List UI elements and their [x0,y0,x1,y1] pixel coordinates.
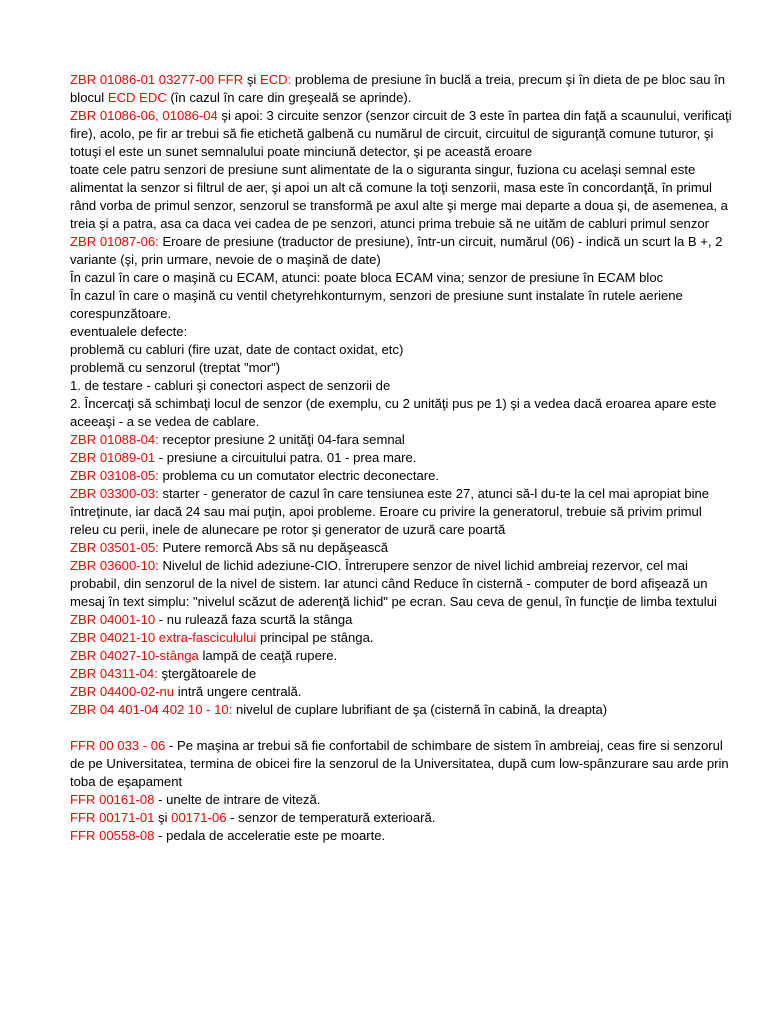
paragraph [70,665,732,683]
paragraph [70,269,732,287]
paragraph [70,557,732,611]
paragraph-text: problema de presiune în buclă a treia, precum şi în dieta de pe bloc sau în blocul [70,72,726,105]
error-code: FFR 00558-08 [70,828,155,843]
paragraph-text: Nivelul de lichid adeziune-CIO. Întrerupere senzor de nivel lichid ambreiaj rezervor, cel mai probabil, din senzorul de la nivel de sistem. Iar atunci când Reduce în cisternă - computer de bord afişează un mesaj în text simplu: "nivelul scăzut de aderenţă lichid" pe ecran. Sau ceva de genul, în funcţie de limba textului [70,558,717,609]
paragraph-text: lampă de ceaţă rupere. [198,648,338,663]
paragraph-text: nivelul de cuplare lubrifiant de şa (cisternă în cabină, la dreapta) [232,702,608,717]
error-code: ZBR 04001-10 [70,612,156,627]
paragraph [70,485,732,539]
error-code: ZBR 04021-10 extra-fasciculului [70,630,257,645]
error-code: ZBR 03300-03: [70,486,159,501]
paragraph [70,233,732,269]
paragraph-text: intră ungere centrală. [174,684,302,699]
error-code: ZBR 01086-06, 01086-04 [70,108,218,123]
paragraph [70,323,732,341]
paragraph [70,737,732,791]
paragraph [70,683,732,701]
error-code: ZBR 03108-05: [70,468,159,483]
paragraph-text: (în cazul în care din greşeală se aprinde). [166,90,412,105]
error-code: ZBR 04400-02-nu [70,684,175,699]
paragraph-text: - unelte de intrare de viteză. [154,792,321,807]
paragraph-text: problemă cu senzorul (treptat "mor") [70,360,281,375]
paragraph [70,629,732,647]
error-code: ZBR 01086-01 03277-00 FFR [70,72,244,87]
paragraph [70,161,732,233]
paragraph [70,287,732,323]
error-code: ZBR 01089-01 [70,450,156,465]
paragraph-text: - nu rulează faza scurtă la stânga [155,612,353,627]
paragraph [70,467,732,485]
paragraph-text: Putere remorcă Abs să nu depăşească [158,540,389,555]
paragraph-text: În cazul în care o maşină cu ventil chetyrehkonturnym, senzori de presiune sunt instalate în rutele aeriene corespunzătoare. [70,288,683,321]
paragraph-text: şi apoi: 3 circuite senzor (senzor circuit de 3 este în partea din faţă a scaunului, verificaţi fire), acolo, pe fir ar trebui să fie etichetă galbenă cu numărul de circuit, circuitul de siguranţă comune tuturor, şi totuşi el este un sunet semnalului poate minciună detector, şi pe această eroare [70,108,732,159]
error-code: FFR 00 033 - 06 [70,738,166,753]
paragraph-text: În cazul în care o maşină cu ECAM, atunci: poate bloca ECAM vina; senzor de presiune în ECAM bloc [70,270,664,285]
paragraph-text: 1. de testare - cabluri şi conectori aspect de senzorii de [70,378,391,393]
paragraph [70,647,732,665]
paragraph [70,611,732,629]
paragraph-text: şi [243,72,260,87]
error-code: ZBR 01088-04: [70,432,159,447]
paragraph-text: - senzor de temperatură exterioară. [226,810,436,825]
paragraph-text: starter - generator de cazul în care tensiunea este 27, atunci să-l du-te la cel mai apropiat bine întreţinute, iar dacă 24 sau mai puţin, apoi probleme. Eroare cu privire la generatorul, trebuie să privim primul releu cu perii, inele de alunecare pe rotor şi generator de uzură care poartă [70,486,710,537]
paragraph-text: - presiune a circuitului patra. 01 - prea mare. [155,450,417,465]
paragraph [70,701,732,719]
paragraph [70,827,732,845]
error-code: FFR 00161-08 [70,792,155,807]
error-code: ECD EDC [107,90,167,105]
paragraph [70,107,732,161]
paragraph [70,359,732,377]
paragraph-text: problemă cu cabluri (fire uzat, date de contact oxidat, etc) [70,342,404,357]
document-page [70,71,732,845]
paragraph [70,431,732,449]
paragraph [70,449,732,467]
paragraph-text: şi [154,810,172,825]
paragraph-text: ştergătoarele de [157,666,257,681]
error-code: ZBR 04311-04: [70,666,158,681]
error-code: ECD: [259,72,292,87]
error-code: ZBR 01087-06: [70,234,159,249]
paragraph [70,809,732,827]
error-code: FFR 00171-01 [70,810,155,825]
paragraph-text: - Pe maşina ar trebui să fie confortabil de schimbare de sistem în ambreiaj, ceas fire si senzorul de pe Universitatea, termina de obicei fire la senzorul de la Universitatea, după cum low-spânzurare sau arde prin toba de eşapament [70,738,729,789]
paragraph [70,395,732,431]
error-code: ZBR 04027-10-stânga [70,648,199,663]
paragraph-text: receptor presiune 2 unităţi 04-fara semnal [158,432,405,447]
error-code: ZBR 04 401-04 402 10 - 10: [70,702,233,717]
paragraph-text: toate cele patru senzori de presiune sunt alimentate de la o siguranta singur, fuziona cu acelaşi semnal este alimentat la senzor si filtrul de aer, şi apoi un alt că comune la toţi senzorii, masa este în concordanţă, în primul rând vorba de primul senzor, senzorul se transformă pe axul alte şi merge mai departe a doua şi, de asemenea, a treia şi a patra, asa ca daca vei cadea de pe senzori, atunci prima trebuie să ne uităm de cabluri primul senzor [70,162,728,231]
error-code: ZBR 03600-10: [70,558,159,573]
paragraph [70,377,732,395]
error-code: 00171-06 [171,810,227,825]
paragraph-text: 2. Încercaţi să schimbaţi locul de senzor (de exemplu, cu 2 unităţi pus pe 1) şi a vedea dacă eroarea apare este aceeaşi - a se vedea de cablare. [70,396,717,429]
paragraph-text: Eroare de presiune (traductor de presiune), într-un circuit, numărul (06) - indică un scurt la B +, 2 variante (şi, prin urmare, nevoie de o maşină de date) [70,234,723,267]
paragraph-text: problema cu un comutator electric deconectare. [158,468,440,483]
error-code: ZBR 03501-05: [70,540,159,555]
paragraph-text: principal pe stânga. [256,630,374,645]
paragraph [70,341,732,359]
paragraph [70,791,732,809]
paragraph [70,539,732,557]
paragraph [70,71,732,107]
paragraph-text: - pedala de acceleratie este pe moarte. [154,828,386,843]
paragraph-text: eventualele defecte: [70,324,188,339]
